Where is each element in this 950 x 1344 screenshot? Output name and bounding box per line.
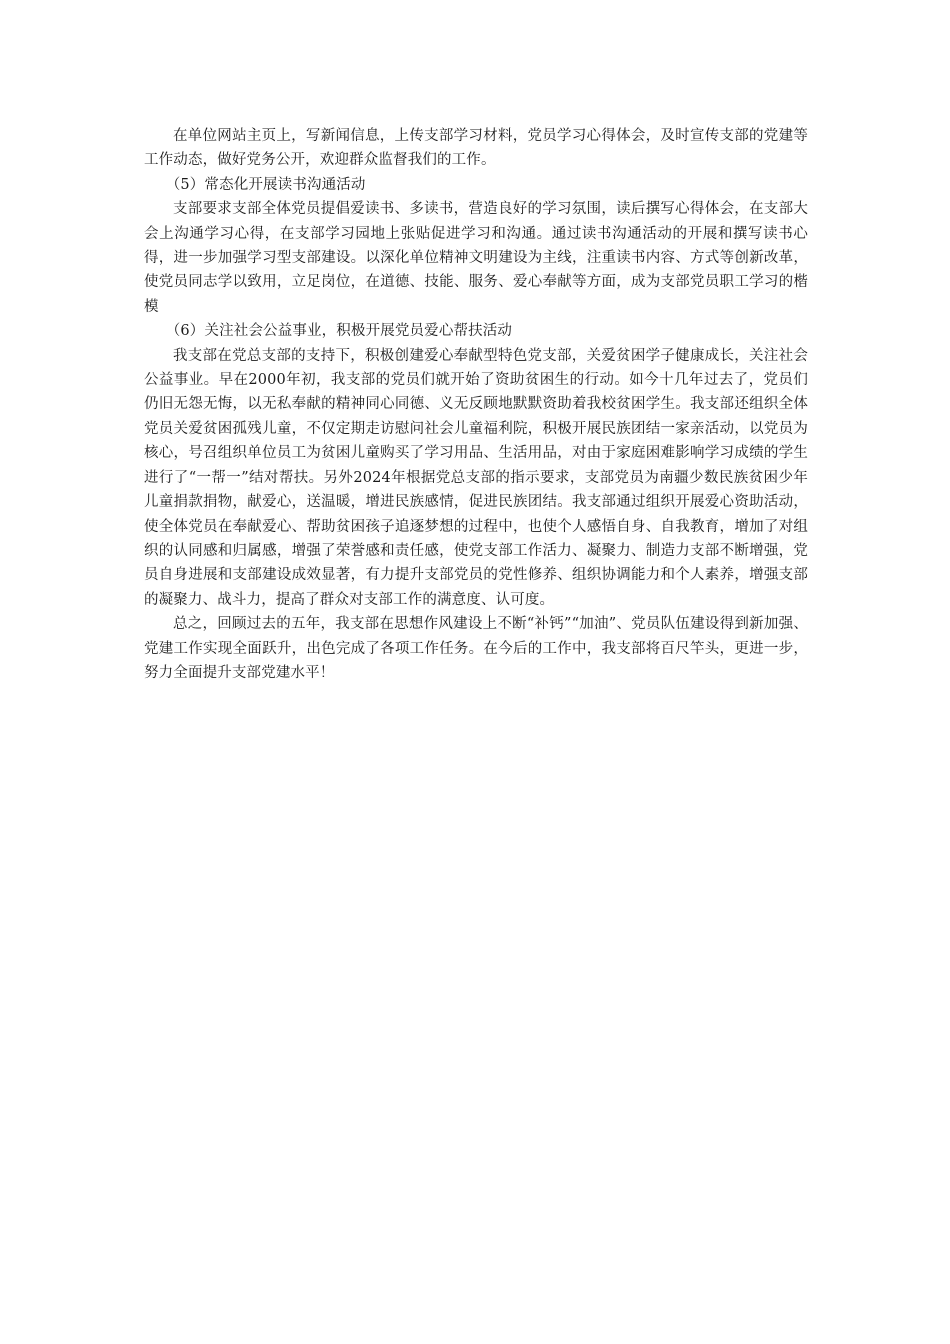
paragraph-conclusion: 总之，回顾过去的五年，我支部在思想作风建设上不断“补钙”“加油”、党员队伍建设得到新加强、党建工作实现全面跃升，出色完成了各项工作任务。在今后的工作中，我支部将百尺竿头，更进一步，努力全面提升支部党建水平！ bbox=[144, 616, 808, 681]
paragraph-website-publicity: 在单位网站主页上，写新闻信息，上传支部学习材料，党员学习心得体会，及时宣传支部的党建等工作动态，做好党务公开，欢迎群众监督我们的工作。 bbox=[144, 128, 808, 169]
section-heading-6: （6）关注社会公益事业，积极开展党员爱心帮扶活动 bbox=[165, 323, 513, 340]
paragraph-charity-activity: 我支部在党总支部的支持下，积极创建爱心奉献型特色党支部，关爱贫困学子健康成长，关注社会公益事业。早在2000年初，我支部的党员们就开始了资助贫困生的行动。如今十几年过去了，党员们仍旧无怨无悔，以无私奉献的精神同心同德、义无反顾地默默资助着我校贫困学生。我支部还组织全体党员关爱贫困孤残儿童，不仅定期走访慰问社会儿童福利院，积极开展民族团结一家亲活动，以党员为核心，号召组织单位员工为贫困儿童购买了学习用品、生活用品，对由于家庭困难影响学习成绩的学生进行了“一帮一”结对帮扶。另外2024年根据党总支部的指示要求，支部党员为南疆少数民族贫困少年儿童捐款捐物，献爱心，送温暖，增进民族感情，促进民族团结。我支部通过组织开展爱心资助活动，使全体党员在奉献爱心、帮助贫困孩子追逐梦想的过程中，也使个人感悟自身、自我教育，增加了对组织的认同感和归属感，增强了荣誉感和责任感，使党支部工作活力、凝聚力、制造力支部不断增强，党员自身进展和支部建设成效显著，有力提升支部党员的党性修养、组织协调能力和个人素养，增强支部的凝聚力、战斗力，提高了群众对支部工作的满意度、认可度。 bbox=[144, 347, 808, 608]
paragraph-reading-activity: 支部要求支部全体党员提倡爱读书、多读书，营造良好的学习氛围，读后撰写心得体会，在支部大会上沟通学习心得，在支部学习园地上张贴促进学习和沟通。通过读书沟通活动的开展和撰写读书心得，进一步加强学习型支部建设。以深化单位精神文明建设为主线，注重读书内容、方式等创新改革，使党员同志学以致用，立足岗位，在道德、技能、服务、爱心奉献等方面，成为支部党员职工学习的楷模 bbox=[144, 201, 808, 315]
document-body bbox=[144, 124, 808, 685]
section-heading-5: （5）常态化开展读书沟通活动 bbox=[165, 176, 366, 193]
